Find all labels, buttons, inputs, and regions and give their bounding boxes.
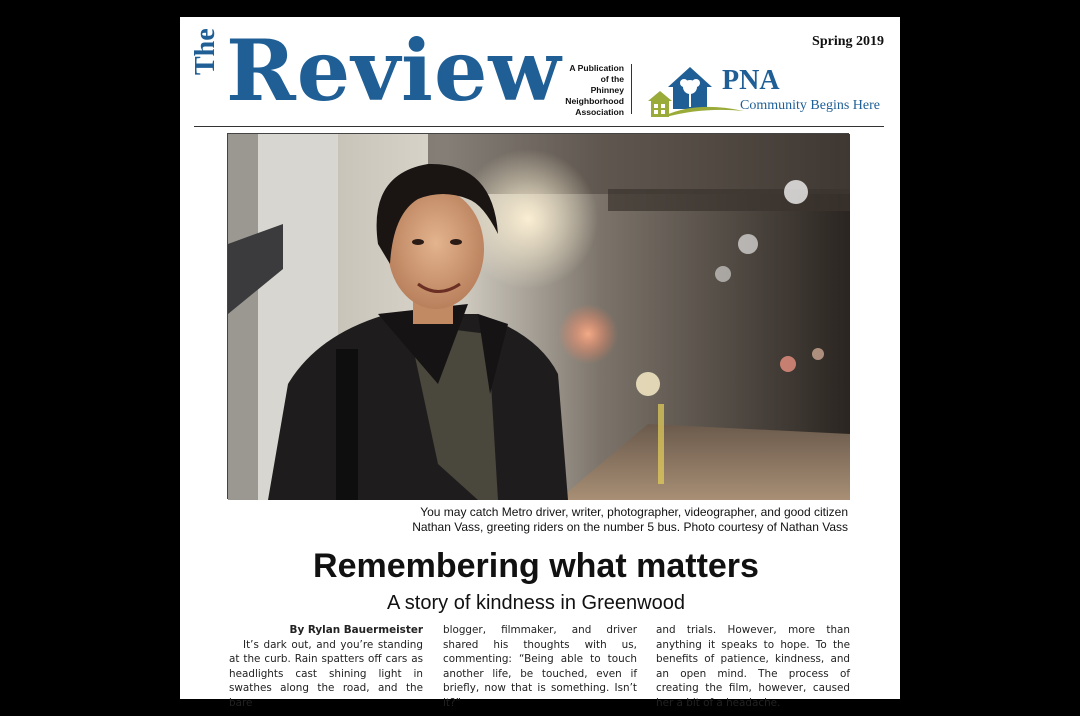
byline: By Rylan Bauermeister (289, 624, 423, 636)
caption-line: You may catch Metro driver, writer, photographer, videographer, and good citizen (420, 505, 848, 519)
article-paragraph: and trials. However, more than anything it speaks to hope. To the benefits of patience, kindness, and an open mind. The process of creating the film, however, caused her a bit of a headache. (656, 624, 850, 709)
pna-name: PNA (722, 65, 780, 96)
publication-note (560, 63, 624, 118)
article-column-1 (229, 623, 423, 711)
article-paragraph: blogger, filmmaker, and driver shared his thoughts with us, commenting: “Being able to touch another life, be touched, even if briefly, now that is something. Isn’t it?” (443, 624, 637, 709)
portrait-photo-icon (228, 134, 850, 500)
newsletter-page (180, 17, 900, 709)
article-paragraph: It’s dark out, and you’re standing at the curb. Rain spatters off cars as headlights cast shining light in swathes along the road, and the bare (229, 638, 423, 709)
masthead-title: Review (226, 21, 562, 120)
caption-line: Nathan Vass, greeting riders on the number 5 bus. Photo courtesy of Nathan Vass (412, 520, 848, 534)
publication-line: of the (600, 74, 624, 84)
masthead-the: The (190, 28, 221, 75)
pna-tagline: Community Begins Here (740, 98, 880, 113)
issue-date: Spring 2019 (812, 34, 884, 49)
masthead-divider (631, 64, 632, 114)
masthead-rule (194, 126, 884, 127)
article-column-3 (656, 623, 850, 711)
article-column-2 (443, 623, 637, 711)
article-subhead: A story of kindness in Greenwood (387, 592, 685, 614)
publication-line: Association (575, 107, 624, 117)
photo-caption (240, 505, 848, 535)
publication-line: A Publication (569, 63, 624, 73)
cover-photo (227, 133, 849, 499)
publication-line: Neighborhood (565, 96, 624, 106)
article-headline: Remembering what matters (313, 547, 759, 585)
publication-line: Phinney (590, 85, 624, 95)
